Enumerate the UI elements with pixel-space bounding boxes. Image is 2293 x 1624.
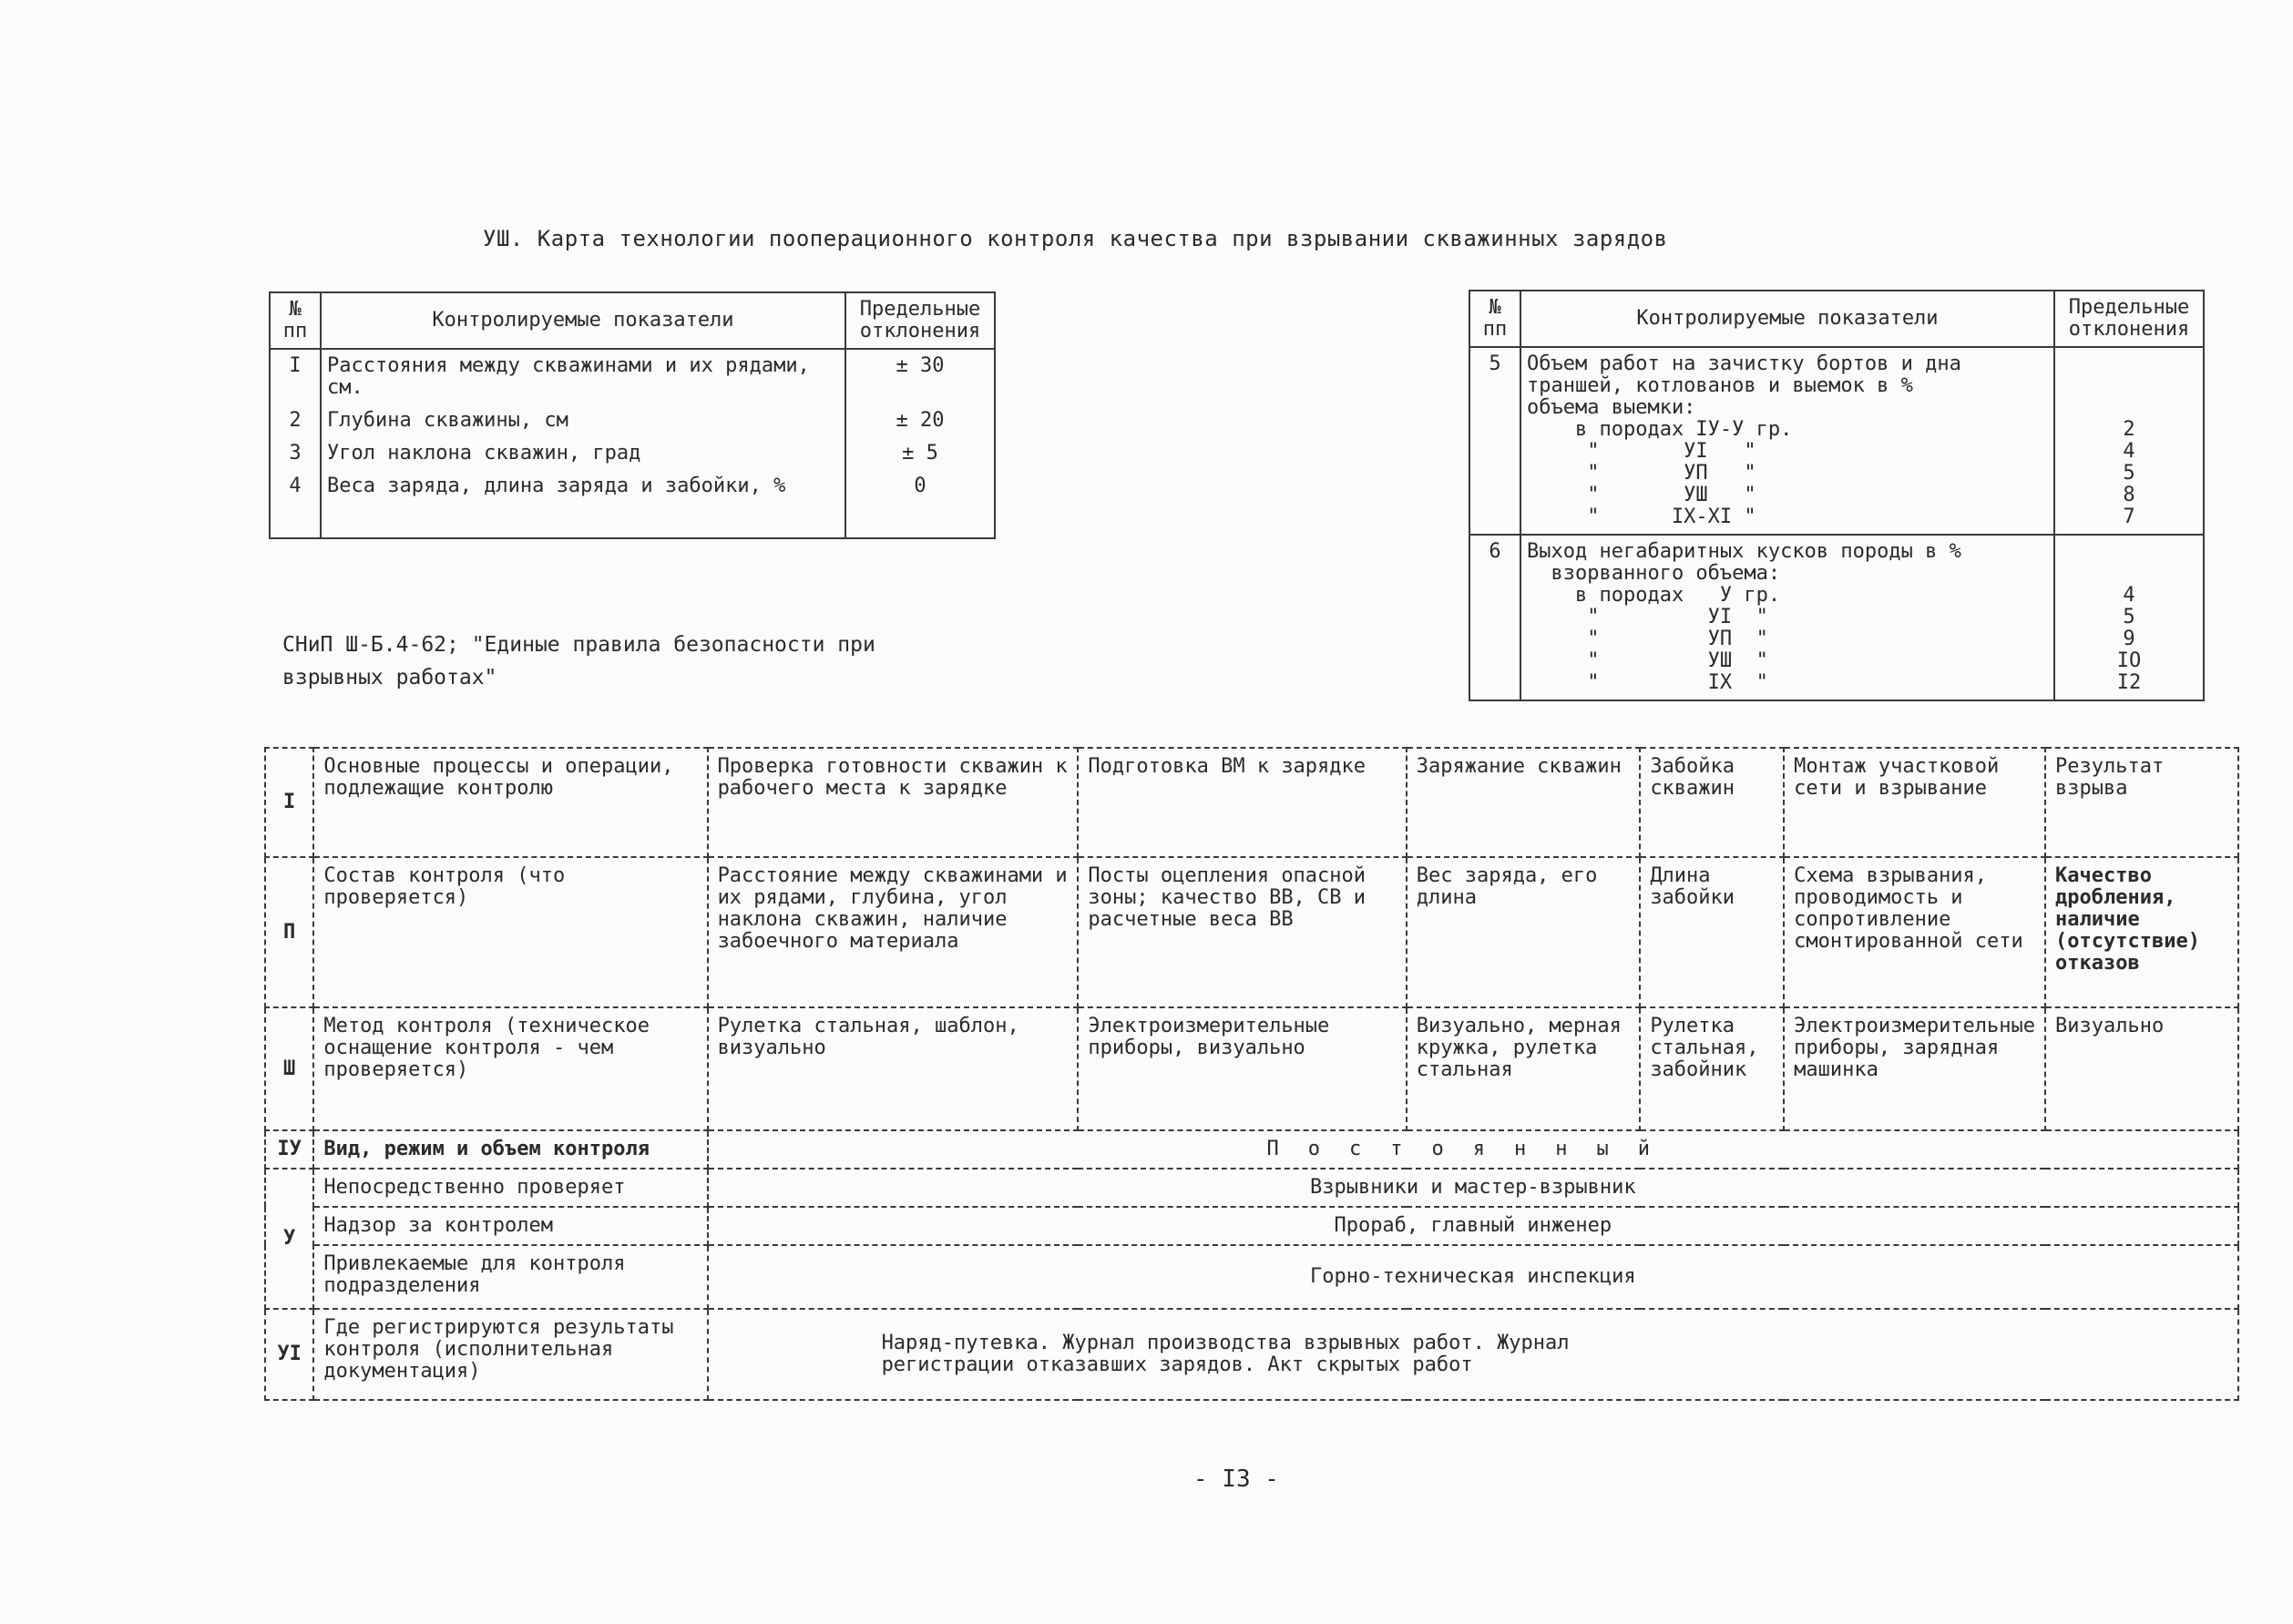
table-cell: Визуально <box>2045 1007 2238 1130</box>
row-text: Глубина скважины, см <box>321 404 845 437</box>
table-cell: Проверка готовности скважин к рабочего места к зарядке <box>708 748 1079 857</box>
page-number: - I3 - <box>1193 1466 1279 1493</box>
table-row <box>265 1007 2238 1130</box>
row-label: Привлекаемые для контроля подразделения <box>313 1245 707 1309</box>
col-header-number: № пп <box>1469 291 1520 347</box>
table-cell: Забойка скважин <box>1640 748 1784 857</box>
row-text: Выход негабаритных кусков породы в % взорванного объема: в породах У гр. " УI " " УП " " УШ " " IX " <box>1520 535 2054 700</box>
row-number: Ш <box>265 1007 313 1130</box>
row-label: Состав контроля (что проверяется) <box>313 857 707 1007</box>
row-number: 6 <box>1469 535 1520 700</box>
table-cell: Подготовка ВМ к зарядке <box>1078 748 1406 857</box>
table-row <box>1469 535 2204 700</box>
control-map-table <box>264 747 2239 1401</box>
table-cell: Схема взрывания, проводимость и сопротивление смонтированной сети <box>1784 857 2045 1007</box>
table-row <box>270 404 995 437</box>
row-label: Основные процессы и операции, подлежащие контролю <box>313 748 707 857</box>
inspection-value: Горно-техническая инспекция <box>708 1245 2238 1309</box>
row-values: 2 4 5 8 7 <box>2054 347 2204 535</box>
table-cell: Заряжание скважин <box>1407 748 1641 857</box>
supervision-value: Прораб, главный инженер <box>708 1207 2238 1245</box>
row-value: ± 30 <box>845 349 995 404</box>
row-label: Надзор за контролем <box>313 1207 707 1245</box>
row-text: Расстояния между скважинами и их рядами, см. <box>321 349 845 404</box>
table-cell: Рулетка стальная, шаблон, визуально <box>708 1007 1079 1130</box>
responsible-value: Взрывники и мастер-взрывник <box>708 1169 2238 1207</box>
table-row <box>265 857 2238 1007</box>
table-row <box>265 1309 2238 1400</box>
table-row <box>270 470 995 538</box>
table-cell: Электроизмерительные приборы, визуально <box>1078 1007 1406 1130</box>
row-number: 5 <box>1469 347 1520 535</box>
row-text: Угол наклона скважин, град <box>321 437 845 470</box>
row-number: П <box>265 857 313 1007</box>
row-number: IУ <box>265 1130 313 1169</box>
table-row <box>265 1130 2238 1169</box>
table-row <box>265 1169 2238 1207</box>
row-text: Веса заряда, длина заряда и забойки, % <box>321 470 845 538</box>
row-number: 4 <box>270 470 321 538</box>
table-cell: Рулетка стальная, забойник <box>1640 1007 1784 1130</box>
table-cell: Результат взрыва <box>2045 748 2238 857</box>
row-label: Где регистрируются результаты контроля (исполнительная документация) <box>313 1309 707 1400</box>
row-text: Объем работ на зачистку бортов и дна траншей, котлованов и выемок в % объема выемки: в породах IУ-У гр. " УI " " УП " " УШ " " IX-XI " <box>1520 347 2054 535</box>
row-values: 4 5 9 IO I2 <box>2054 535 2204 700</box>
row-label: Непосредственно проверяет <box>313 1169 707 1207</box>
table-row <box>1469 347 2204 535</box>
normative-reference: СНиП Ш-Б.4-62; "Единые правила безопасности при взрывных работах" <box>282 633 875 689</box>
table-row <box>265 1207 2238 1245</box>
control-mode-value: Постоянный <box>708 1130 2238 1169</box>
row-value: 0 <box>845 470 995 538</box>
row-number: У <box>265 1169 313 1309</box>
row-number: I <box>270 349 321 404</box>
col-header-deviations: Предельные отклонения <box>2054 291 2204 347</box>
col-header-indicators: Контролируемые показатели <box>1520 291 2054 347</box>
page-title: УШ. Карта технологии пооперационного контроля качества при взрывании скважинных зарядов <box>483 226 1668 251</box>
col-header-number: № пп <box>270 292 321 349</box>
table-row <box>270 437 995 470</box>
row-number: 2 <box>270 404 321 437</box>
table-cell: Посты оцепления опасной зоны; качество ВВ, СВ и расчетные веса ВВ <box>1078 857 1406 1007</box>
documentation-value: Наряд-путевка. Журнал производства взрывных работ. Журнал регистрации отказавших зарядов. Акт скрытых работ <box>708 1309 2238 1400</box>
table-cell: Монтаж участковой сети и взрывание <box>1784 748 2045 857</box>
table-cell: Визуально, мерная кружка, рулетка стальная <box>1407 1007 1641 1130</box>
table-cell: Длина забойки <box>1640 857 1784 1007</box>
col-header-indicators: Контролируемые показатели <box>321 292 845 349</box>
table-cell: Вес заряда, его длина <box>1407 857 1641 1007</box>
row-label: Вид, режим и объем контроля <box>313 1130 707 1169</box>
row-number: I <box>265 748 313 857</box>
deviations-table-left <box>269 291 996 539</box>
row-value: ± 20 <box>845 404 995 437</box>
table-cell: Электроизмерительные приборы, зарядная машинка <box>1784 1007 2045 1130</box>
table-row <box>265 748 2238 857</box>
row-number: УI <box>265 1309 313 1400</box>
row-number: 3 <box>270 437 321 470</box>
table-cell: Расстояние между скважинами и их рядами, глубина, угол наклона скважин, наличие забоечного материала <box>708 857 1079 1007</box>
row-label: Метод контроля (техническое оснащение контроля - чем проверяется) <box>313 1007 707 1130</box>
table-cell: Качество дробления, наличие (отсутствие) отказов <box>2045 857 2238 1007</box>
deviations-table-right <box>1469 290 2205 701</box>
table-row <box>265 1245 2238 1309</box>
table-row <box>270 349 995 404</box>
col-header-deviations: Предельные отклонения <box>845 292 995 349</box>
row-value: ± 5 <box>845 437 995 470</box>
